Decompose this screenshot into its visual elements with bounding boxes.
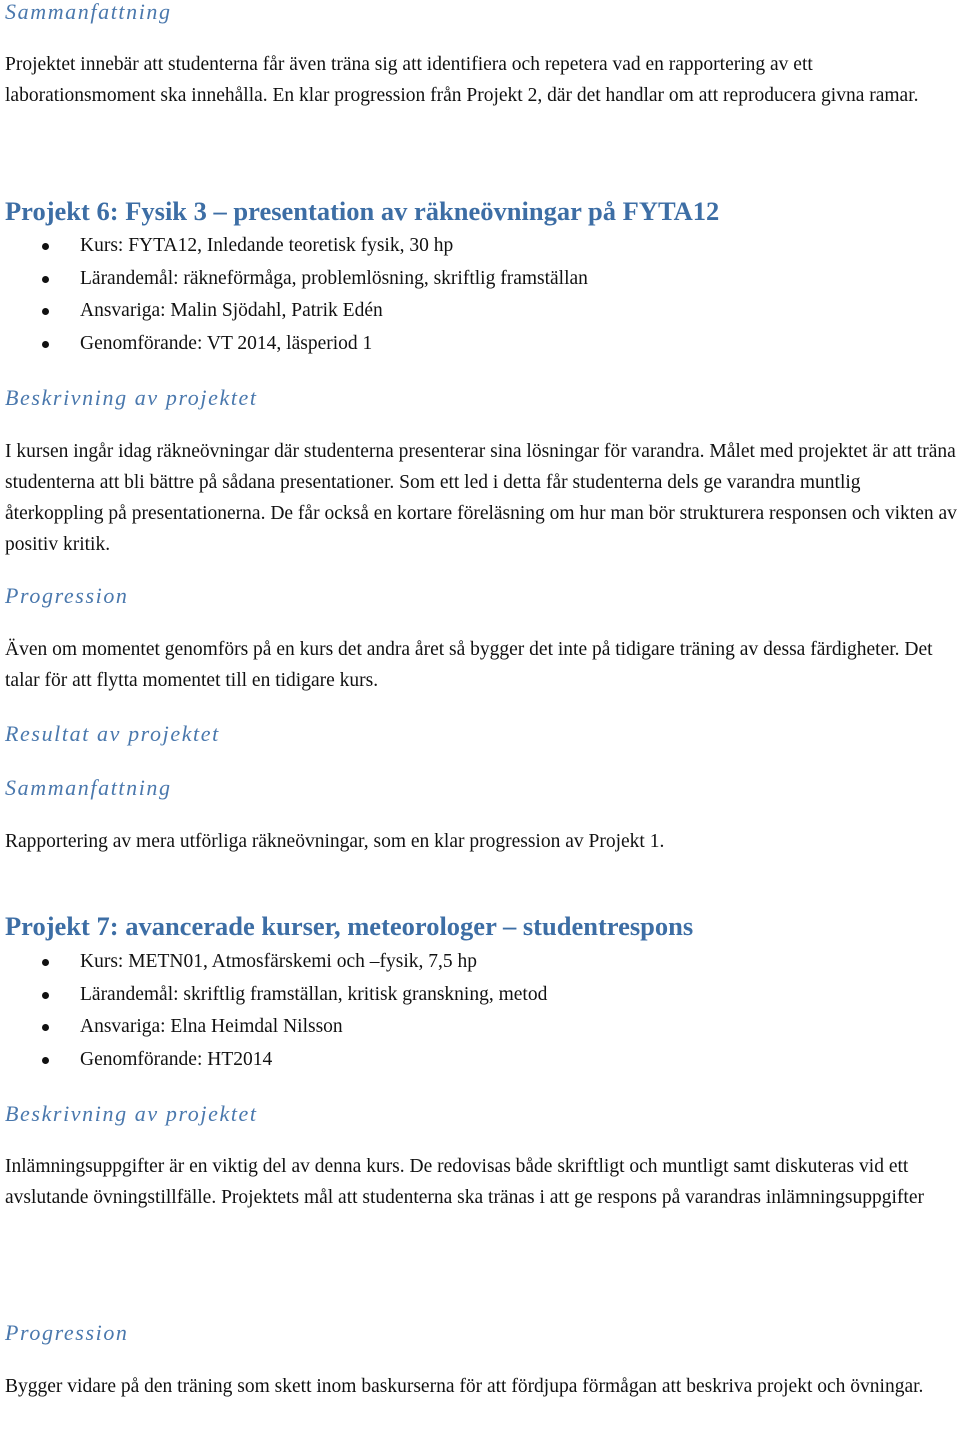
project7-description-heading: Beskrivning av projektet xyxy=(5,1101,258,1126)
list-item: Kurs: FYTA12, Inledande teoretisk fysik, 30 hp xyxy=(5,230,905,263)
list-item: Genomförande: HT2014 xyxy=(5,1044,905,1077)
bullet-dot-icon xyxy=(42,992,49,999)
project6-result-heading: Resultat av projektet xyxy=(5,721,220,746)
list-item: Ansvariga: Malin Sjödahl, Patrik Edén xyxy=(5,295,905,328)
project6-progression-heading: Progression xyxy=(5,583,129,608)
list-item: Genomförande: VT 2014, läsperiod 1 xyxy=(5,328,905,361)
project6-summary: Rapportering av mera utförliga räkneövningar, som en klar progression av Projekt 1. xyxy=(5,831,665,852)
project7-bullet-list xyxy=(5,946,905,1076)
list-item: Lärandemål: räkneförmåga, problemlösning, skriftlig framställan xyxy=(5,263,905,296)
bullet-dot-icon xyxy=(42,276,49,283)
bullet-dot-icon xyxy=(42,308,49,315)
bullet-dot-icon xyxy=(42,341,49,348)
list-item: Ansvariga: Elna Heimdal Nilsson xyxy=(5,1011,905,1044)
project7-description: Inlämningsuppgifter är en viktig del av denna kurs. De redovisas både skriftligt och muntligt samt diskuteras vid ett avslutande övningstillfälle. Projektets mål att studenterna ska tränas i att ge respons på varandras inlämningsuppgifter xyxy=(5,1156,924,1208)
project6-progression: Även om momentet genomförs på en kurs det andra året så bygger det inte på tidigare träning av dessa färdigheter. Det talar för att flytta momentet till en tidigare kurs. xyxy=(5,639,933,691)
project7-progression-heading: Progression xyxy=(5,1320,129,1345)
bullet-dot-icon xyxy=(42,1057,49,1064)
bullet-dot-icon xyxy=(42,243,49,250)
project6-summary-heading: Sammanfattning xyxy=(5,775,172,800)
project6-description: I kursen ingår idag räkneövningar där studenterna presenterar sina lösningar för varandra. Målet med projektet är att träna studenterna att bli bättre på sådana presentationer. Som ett led i detta får studenterna dels ge varandra muntlig återkoppling på presentationerna. De får också en kortare föreläsning om hur man bör strukturera responsen och vikten av positiv kritik. xyxy=(5,441,957,555)
project6-title: Projekt 6: Fysik 3 – presentation av räkneövningar på FYTA12 xyxy=(5,196,720,226)
list-item: Kurs: METN01, Atmosfärskemi och –fysik, 7,5 hp xyxy=(5,946,905,979)
bullet-dot-icon xyxy=(42,959,49,966)
section-subheading-summary: Sammanfattning xyxy=(5,0,172,24)
list-item: Lärandemål: skriftlig framställan, kritisk granskning, metod xyxy=(5,979,905,1012)
summary-paragraph: Projektet innebär att studenterna får även träna sig att identifiera och repetera vad en rapportering av ett laborationsmoment ska innehålla. En klar progression från Projekt 2, där det handlar om att reproducera givna ramar. xyxy=(5,54,919,106)
project7-progression: Bygger vidare på den träning som skett inom baskurserna för att fördjupa förmågan att beskriva projekt och övningar. xyxy=(5,1376,924,1397)
project6-bullet-list xyxy=(5,230,905,360)
project6-description-heading: Beskrivning av projektet xyxy=(5,385,258,410)
bullet-dot-icon xyxy=(42,1024,49,1031)
project7-title: Projekt 7: avancerade kurser, meteorologer – studentrespons xyxy=(5,911,694,941)
